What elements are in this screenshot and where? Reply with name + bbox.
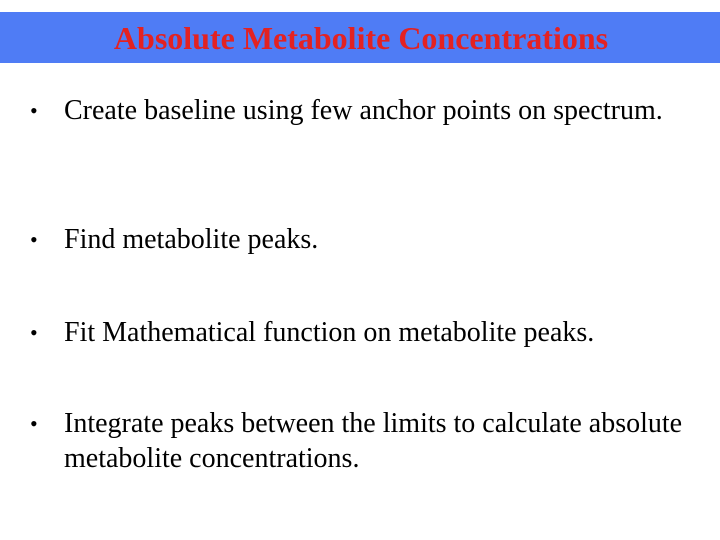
- bullet-text: Create baseline using few anchor points on spectrum.: [64, 95, 663, 126]
- bullet-item: [30, 406, 690, 476]
- bullet-icon: •: [30, 320, 38, 345]
- bullet-item: [30, 222, 690, 257]
- bullet-item: [30, 93, 690, 128]
- bullet-text: Fit Mathematical function on metabolite peaks.: [64, 317, 595, 348]
- bullet-icon: •: [30, 411, 38, 436]
- bullet-item: [30, 315, 690, 350]
- bullet-icon: •: [30, 227, 38, 252]
- bullet-text: Integrate peaks between the limits to calculate absolute metabolite concentrations.: [64, 408, 683, 474]
- bullet-text: Find metabolite peaks.: [64, 224, 319, 255]
- bullet-icon: •: [30, 98, 38, 123]
- slide-title: Absolute Metabolite Concentrations: [113, 19, 609, 56]
